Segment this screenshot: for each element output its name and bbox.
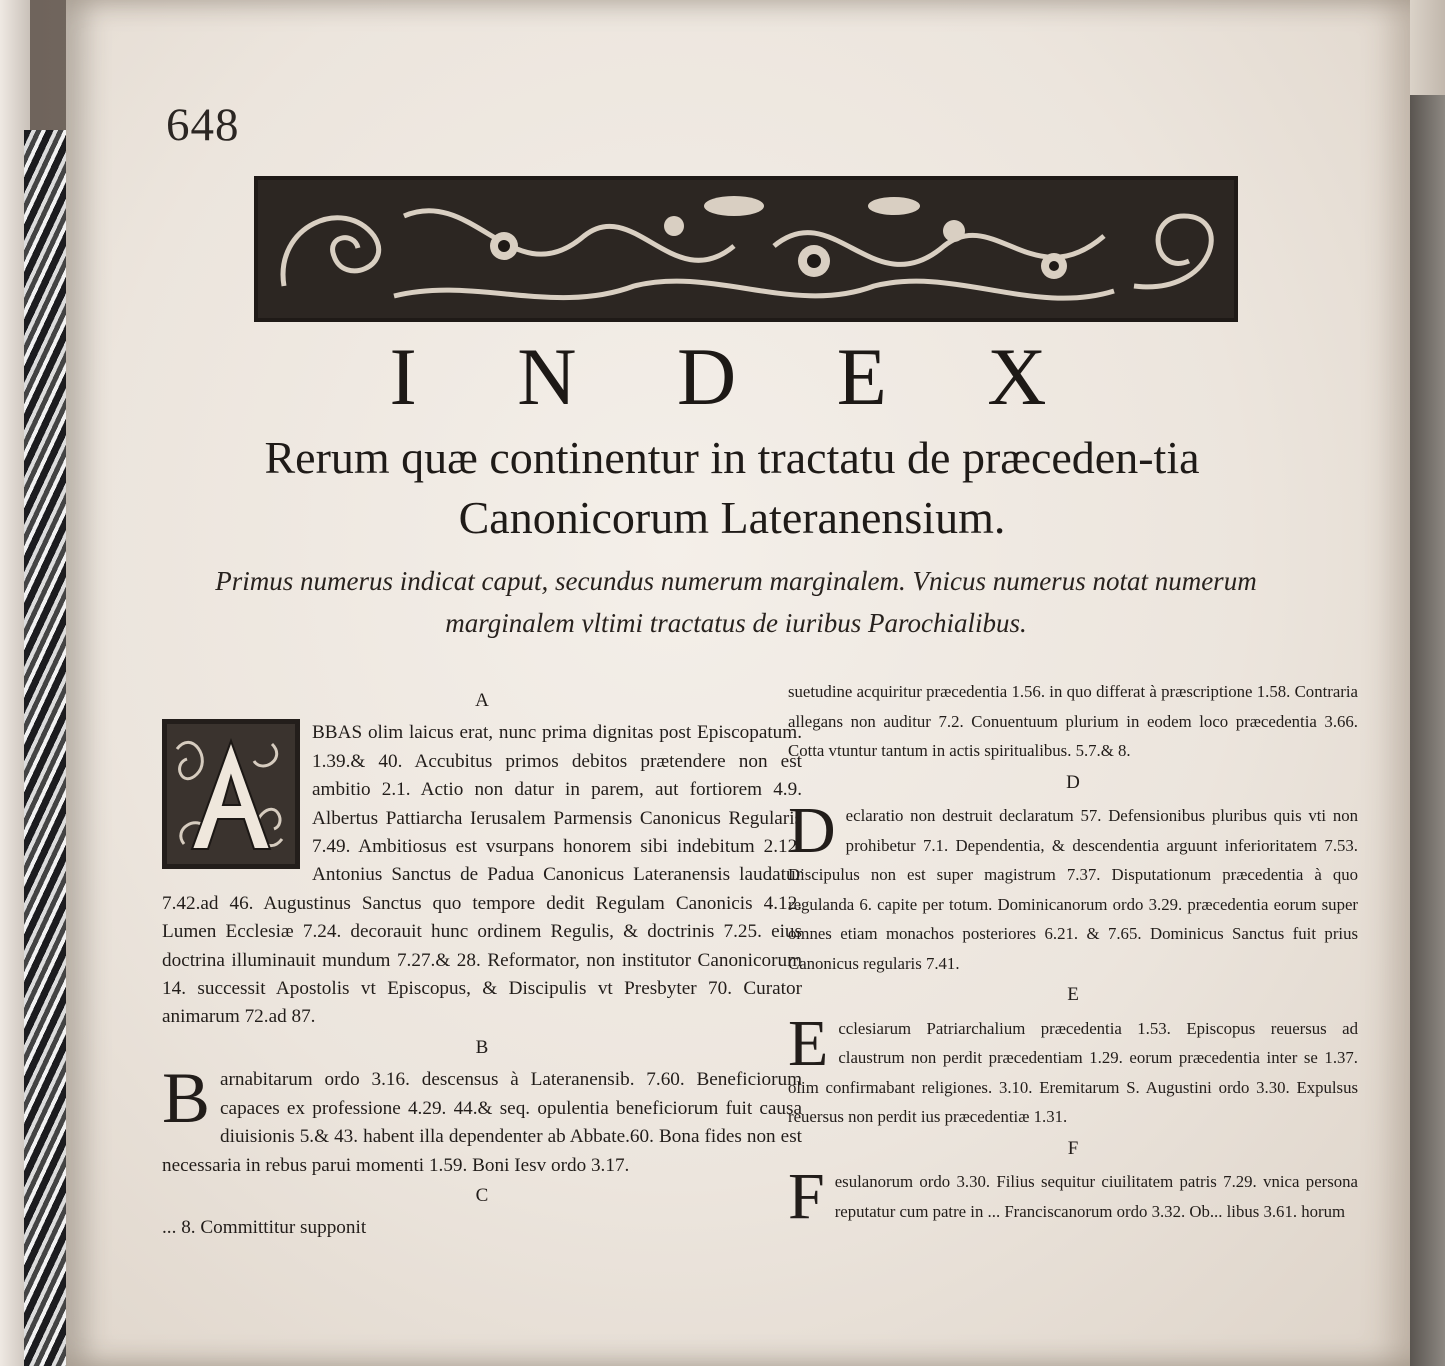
section-letter-a: A	[475, 690, 489, 711]
entry-b	[162, 1058, 802, 1180]
entry-c-continued: suetudine acquiritur præcedentia 1.56. in quo differat à præscriptione 1.58. Contraria allegans non auditur 7.2. Conuentuum plurium in eodem loco præcedentia 3.66. Cotta vtuntur tantum in actis spiritualibus. 5.7.& 8.	[788, 682, 1358, 760]
book-page	[66, 0, 1410, 1366]
entry-c-text: ... 8. Committitur supponit	[162, 1217, 367, 1239]
index-note: Primus numerus indicat caput, secundus numerum marginalem. Vnicus numerus notat numerum marginalem vltimi tractatus de iuribus Parochialibus.	[215, 566, 1257, 638]
index-title: I N D E X	[389, 331, 1087, 422]
section-letter-f: F	[1067, 1137, 1079, 1159]
page-number: 648	[166, 99, 240, 151]
entry-f-text: esulanorum ordo 3.30. Filius sequitur ciuilitatem patris 7.29. vnica persona reputatur cum patre in ... Franciscanorum ordo 3.32. Ob... libus 3.61. horum	[834, 1172, 1358, 1221]
section-letter-b: B	[475, 1036, 489, 1058]
drop-cap-d: D	[788, 794, 836, 867]
entry-d-text: eclaratio non destruit declaratum 57. Defensionibus pluribus quis vti non prohibetur 7.1. Dependentia, & descendentia arguunt inferioritatem 7.53. Discipulus non est super magistrum 7.37. Disputationum præcedentia à quo regulanda 6. capite per totum. Dominicanorum ordo 3.29. præcedentia eorum super omnes etiam monachos posteriores 6.21. & 7.65. Dominicus Sanctus fuit prius Canonicus regularis 7.41.	[788, 806, 1358, 973]
entry-e-text: cclesiarum Patriarchalium præcedentia 1.53. Episcopus reuersus ad claustrum non perdit præcedentiam 1.29. eorum præcedentia inter se 1.37. olim confirmabant religiones. 3.10. Eremitarum S. Augustini ordo 3.30. Expulsus reuersus non perdit ius præcedentiæ 1.31.	[788, 1018, 1358, 1126]
right-book-edge	[1410, 95, 1445, 1366]
entry-a	[162, 719, 802, 1031]
ornate-initial-a-icon	[162, 719, 300, 869]
section-letter-c: C	[475, 1184, 489, 1206]
drop-cap-b: B	[162, 1058, 211, 1139]
entry-d	[788, 794, 1358, 978]
entry-a-text: BBAS olim laicus erat, nunc prima dignitas post Episcopatum. 1.39.& 40. Accubitus primos debitos prætendere non est ambitio 2.1. Actio non datur in parem, aut fortiorem 4.9. Albertus Pattiarcha Ierusalem Parmensis Canonicus Regularis 7.49. Ambitiosus est vsurpans honorem sibi indebitum 2.12. Antonius Sanctus de Padua Canonicus Lateranensis laudatur 7.42.ad 46. Augustinus Sanctus quo tempore dedit Regulam Canonicis 4.12. Lumen Ecclesiæ 7.24. decorauit hunc ordinem Regulis, & doctrinis 7.25. eius doctrina illuminauit mundum 7.27.& 28. Reformator, non institutor Canonicorum 14. successit Apostolis vt Episcopus, & Discipulis vt Presbyter 70. Curator animarum 72.ad 87.	[162, 722, 802, 1028]
woodcut-headpiece-icon	[254, 176, 1238, 322]
marbled-endpaper	[24, 130, 71, 1366]
entry-b-text: arnabitarum ordo 3.16. descensus à Lateranensib. 7.60. Beneficiorum capaces ex professione 4.29. 44.& seq. opulentia beneficiorum fuit causa diuisionis 5.& 43. habent illa dependenter ab Abbate.60. Bona fides non est necessaria in rebus parui momenti 1.59. Boni Iesv ordo 3.17.	[162, 1069, 802, 1176]
entry-e	[788, 1006, 1358, 1132]
entry-f	[788, 1160, 1358, 1233]
right-column	[788, 677, 1358, 1233]
section-letter-d: D	[1066, 771, 1080, 793]
index-subtitle: Rerum quæ continentur in tractatu de præceden-tia Canonicorum Lateranensium.	[264, 432, 1200, 543]
left-column	[162, 685, 802, 1243]
drop-cap-f: F	[788, 1160, 825, 1233]
section-letter-e: E	[1067, 984, 1079, 1005]
drop-cap-e: E	[788, 1006, 829, 1080]
